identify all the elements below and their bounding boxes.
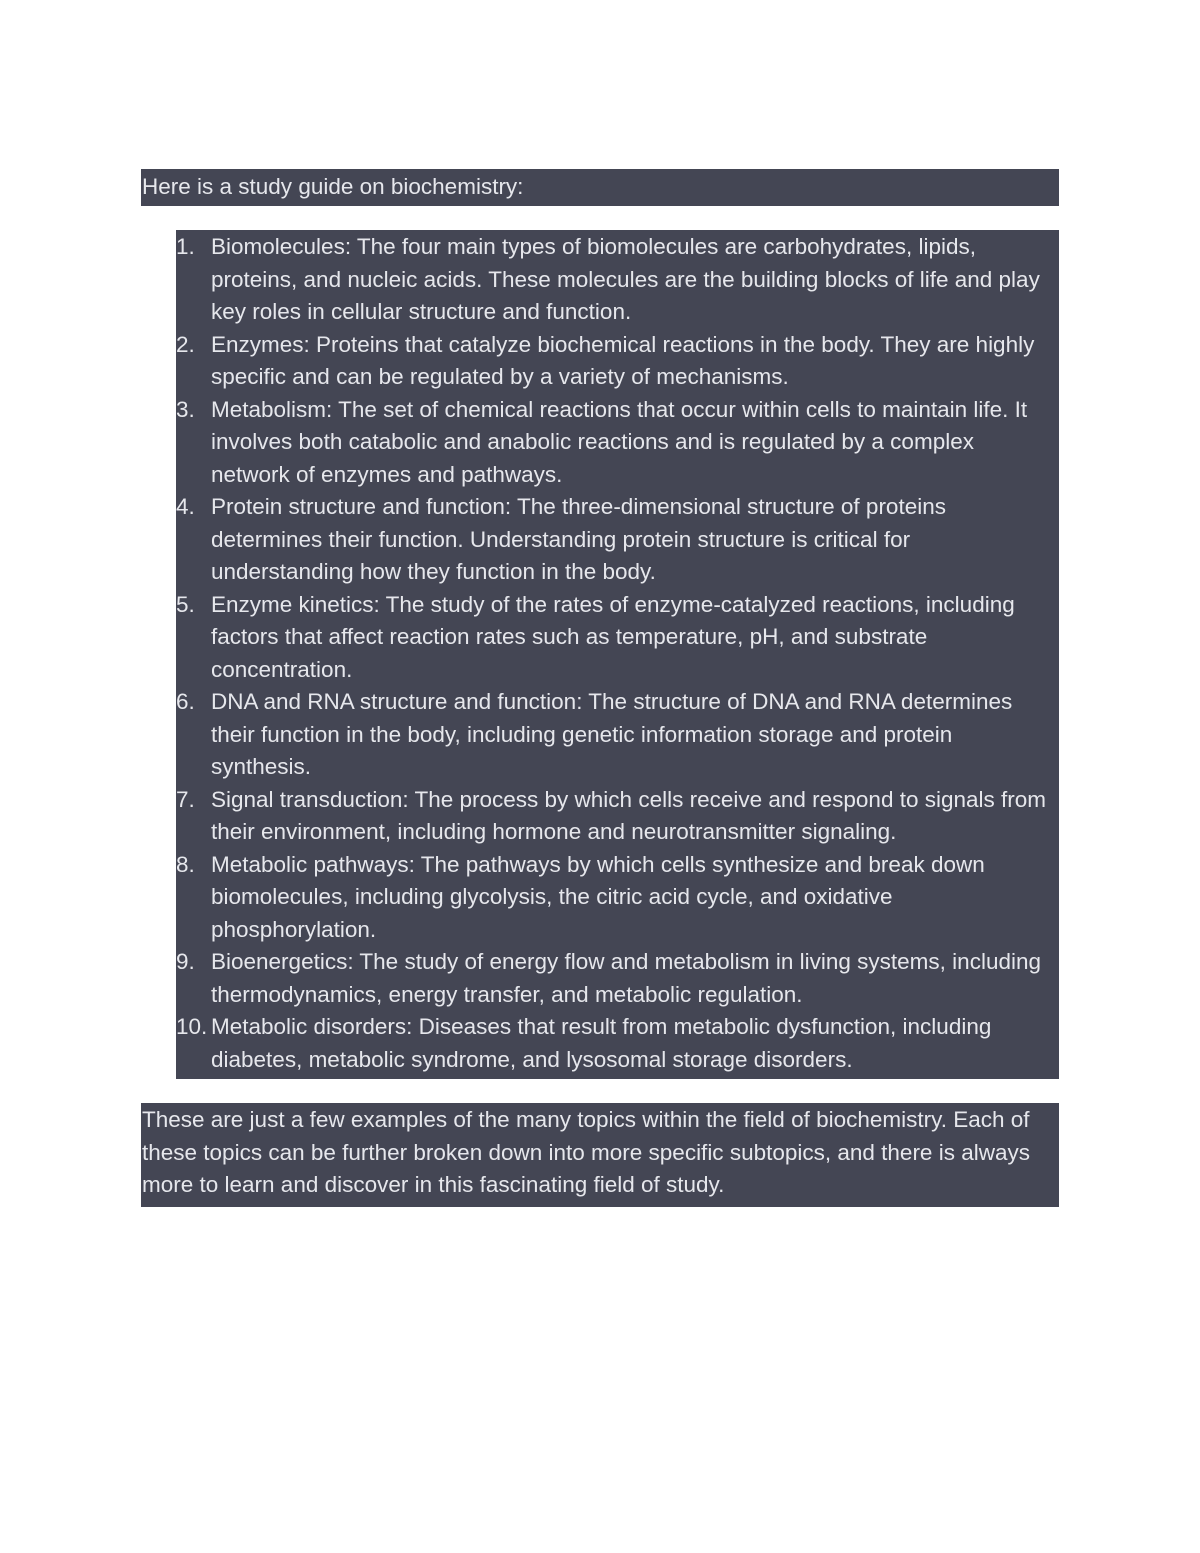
list-item: [176, 491, 1059, 589]
list-item: [176, 686, 1059, 784]
list-item-text: Metabolism: The set of chemical reactions that occur within cells to maintain life. It involves both catabolic and anabolic reactions and is regulated by a complex network of enzymes and pathways.: [211, 396, 1028, 487]
list-item-number: 8.: [176, 851, 195, 877]
list-item-number: 10.: [176, 1014, 208, 1039]
intro-text: Here is a study guide on biochemistry:: [142, 174, 524, 199]
list-item-text: DNA and RNA structure and function: The structure of DNA and RNA determines their function in the body, including genetic information storage and protein synthesis.: [211, 689, 1013, 779]
list-item-text: Metabolic pathways: The pathways by which cells synthesize and break down biomolecules, including glycolysis, the citric acid cycle, and oxidative phosphorylation.: [211, 851, 985, 942]
list-item: [176, 946, 1059, 1011]
list-item: [176, 329, 1059, 394]
list-item-number: 9.: [176, 949, 195, 974]
list-item: [176, 589, 1059, 687]
list-item-text: Metabolic disorders: Diseases that result from metabolic dysfunction, including diabetes, metabolic syndrome, and lysosomal storage disorders.: [211, 1014, 992, 1072]
list-item-text: Biomolecules: The four main types of biomolecules are carbohydrates, lipids, proteins, and nucleic acids. These molecules are the building blocks of life and play key roles in cellular structure and function.: [211, 234, 1040, 324]
topics-list-block: [176, 230, 1059, 1079]
list-item-number: 3.: [176, 396, 195, 422]
list-item: [176, 231, 1059, 329]
list-item-text: Protein structure and function: The three-dimensional structure of proteins determines their function. Understanding protein structure is critical for understanding how they function in the body.: [211, 494, 946, 584]
list-item-text: Signal transduction: The process by which cells receive and respond to signals from their environment, including hormone and neurotransmitter signaling.: [211, 786, 1047, 844]
list-item-number: 4.: [176, 494, 195, 519]
list-item: [176, 394, 1059, 492]
list-item: [176, 1011, 1059, 1076]
intro-paragraph: [141, 169, 1059, 206]
list-item: [176, 849, 1059, 947]
outro-paragraph: [141, 1103, 1059, 1207]
list-item-number: 1.: [176, 234, 195, 259]
list-item-text: Enzyme kinetics: The study of the rates of enzyme-catalyzed reactions, including factors that affect reaction rates such as temperature, pH, and substrate concentration.: [211, 591, 1015, 682]
list-item-number: 5.: [176, 591, 195, 617]
list-item-number: 6.: [176, 689, 195, 714]
list-item-text: Bioenergetics: The study of energy flow and metabolism in living systems, including thermodynamics, energy transfer, and metabolic regulation.: [211, 949, 1041, 1007]
list-item: [176, 784, 1059, 849]
list-item-number: 2.: [176, 331, 195, 357]
topics-list: [176, 231, 1059, 1076]
list-item-text: Enzymes: Proteins that catalyze biochemical reactions in the body. They are highly specific and can be regulated by a variety of mechanisms.: [211, 331, 1035, 389]
outro-text: These are just a few examples of the many topics within the field of biochemistry. Each of these topics can be further broken down into more specific subtopics, and there is always more to learn and discover in this fascinating field of study.: [142, 1107, 1030, 1197]
list-item-number: 7.: [176, 786, 195, 812]
